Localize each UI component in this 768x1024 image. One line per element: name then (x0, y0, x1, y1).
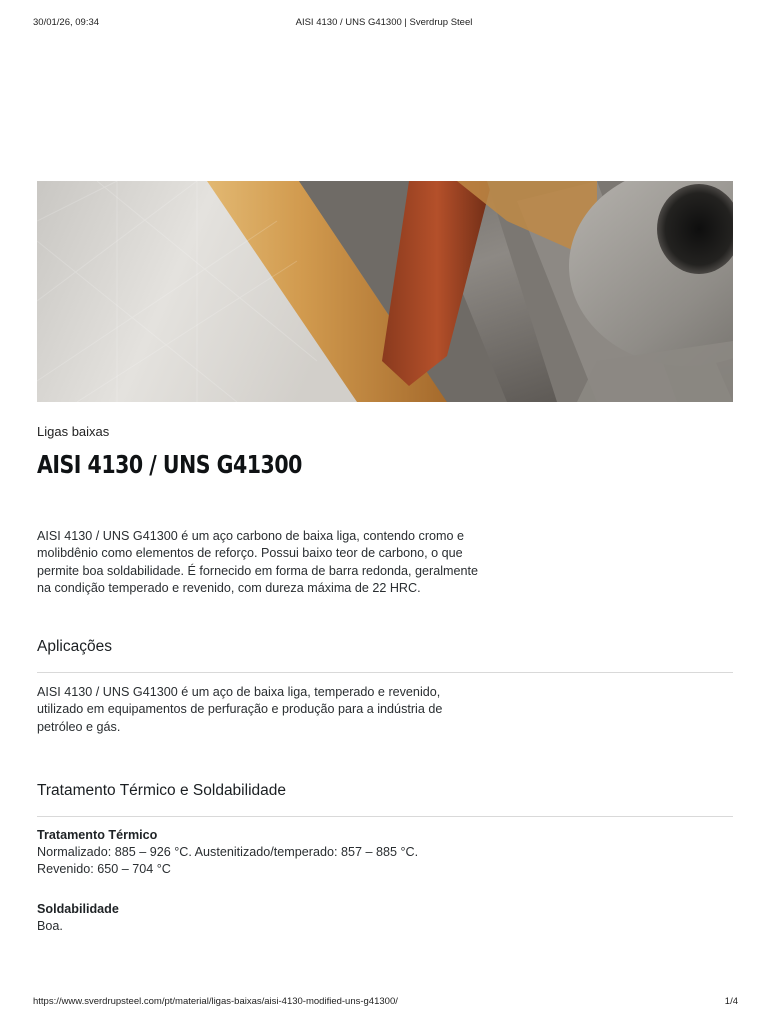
print-doc-title: AISI 4130 / UNS G41300 | Sverdrup Steel (295, 17, 473, 28)
print-datetime: 30/01/26, 09:34 (33, 17, 100, 28)
heat-treatment-line-1: Normalizado: 885 – 926 °C. Austenitizado/temperado: 857 – 885 °C. (37, 845, 419, 859)
divider (37, 816, 733, 817)
category-label[interactable]: Ligas baixas (37, 424, 110, 439)
heat-treatment-label: Tratamento Térmico (37, 828, 158, 842)
divider (37, 672, 733, 673)
steel-bars-photo (37, 181, 733, 402)
print-footer (0, 996, 768, 1010)
heat-treatment-line-2: Revenido: 650 – 704 °C (37, 862, 171, 876)
print-header (0, 17, 768, 31)
page-number: 1/4 (724, 996, 738, 1007)
weldability-value: Boa. (37, 919, 63, 933)
hero-image (37, 181, 733, 402)
applications-heading: Aplicações (37, 638, 112, 655)
intro-paragraph: AISI 4130 / UNS G41300 é um aço carbono de baixa liga, contendo cromo e molibdênio como elementos de reforço. Possui baixo teor de carbono, o que permite boa soldabilidade. É fornecido em forma de barra redonda, geralmente na condição temperado e revenido, com dureza máxima de 22 HRC. (37, 529, 479, 596)
applications-text: AISI 4130 / UNS G41300 é um aço de baixa liga, temperado e revenido, utilizado em equipamentos de perfuração e produção para a indústria de petróleo e gás. (37, 685, 443, 734)
print-url: https://www.sverdrupsteel.com/pt/material/ligas-baixas/aisi-4130-modified-uns-g41300/ (33, 996, 398, 1007)
heat-treatment-heading: Tratamento Térmico e Soldabilidade (37, 782, 286, 799)
weldability-label: Soldabilidade (37, 902, 119, 916)
page-title: AISI 4130 / UNS G41300 (37, 450, 302, 479)
